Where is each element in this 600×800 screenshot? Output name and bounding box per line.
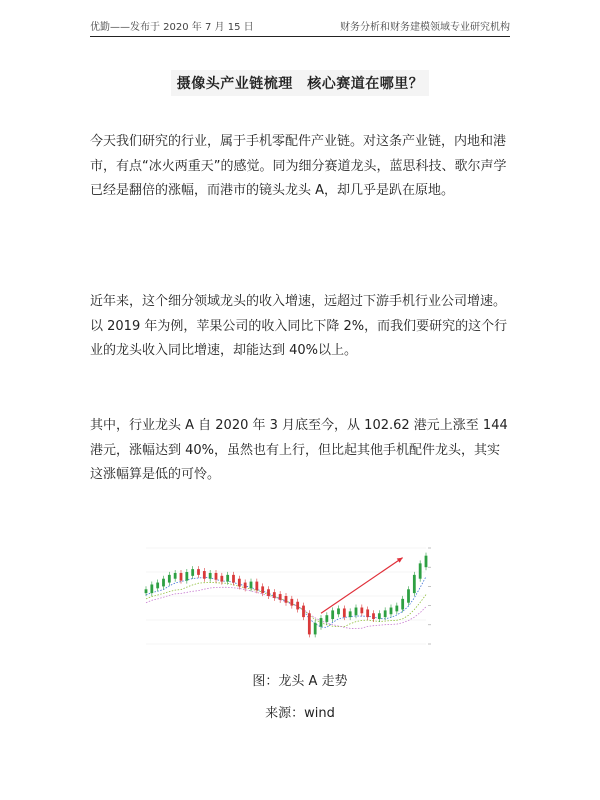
candle-body: [203, 571, 206, 579]
candle-body: [197, 569, 200, 575]
candle-body: [390, 608, 393, 615]
candle-body: [395, 606, 398, 612]
candle-body: [250, 582, 253, 589]
candle-body: [337, 608, 340, 614]
candle-body: [308, 613, 311, 634]
candle-body: [174, 573, 177, 579]
candle-body: [255, 582, 258, 591]
page-header: [90, 18, 510, 34]
candle-body: [314, 623, 317, 635]
candle-body: [407, 589, 410, 602]
candle-body: [366, 609, 369, 617]
article-title-wrap: [0, 70, 600, 96]
candle-body: [325, 615, 328, 622]
candle-body: [185, 572, 188, 581]
header-left-text: 优勤——发布于 2020 年 7 月 15 日: [90, 22, 254, 33]
candle-body: [150, 584, 153, 593]
candle-body: [401, 599, 404, 610]
trend-arrow-head: [397, 558, 403, 563]
candle-body: [372, 613, 375, 619]
header-divider: [90, 36, 510, 37]
article-title: 摄像头产业链梳理 核心赛道在哪里？: [171, 70, 430, 96]
candle-body: [261, 586, 264, 593]
candle-body: [378, 613, 381, 619]
candle-body: [267, 589, 270, 596]
candle-body: [290, 599, 293, 606]
candle-body: [296, 602, 299, 610]
candle-body: [343, 608, 346, 617]
stock-chart: [140, 540, 440, 652]
paragraph-2: 近年来，这个细分领域龙头的收入增速，远超过下游手机行业公司增速。以 2019 年为例，苹果公司的收入同比下降 2%，而我们要研究的这个行业的龙头收入同比增速，却能达到 40%以上。: [90, 294, 508, 358]
candle-body: [320, 618, 323, 627]
candle-body: [145, 589, 148, 593]
stock-chart-figure: [140, 540, 440, 652]
candle-body: [244, 583, 247, 589]
candle-body: [232, 575, 235, 583]
candle-body: [360, 608, 363, 614]
candle-body: [168, 575, 171, 583]
candle-body: [180, 573, 183, 581]
candle-body: [355, 608, 358, 616]
candle-body: [162, 579, 165, 587]
paragraph-1: 今天我们研究的行业，属于手机零配件产业链。对这条产业链，内地和港市，有点“冰火两重天”的感觉。同为细分赛道龙头，蓝思科技、歌尔声学已经是翻倍的涨幅，而港市的镜头龙头 A，却几乎是趴在原地。: [90, 134, 507, 198]
candle-body: [285, 596, 288, 603]
paragraph-3: 其中，行业龙头 A 自 2020 年 3 月底至今，从 102.62 港元上涨至 144 港元，涨幅达到 40%，虽然也有上行，但比起其他手机配件龙头，其实这涨幅算是低的可怜。: [90, 418, 508, 482]
header-right-text: 财务分析和财务建模领域专业研究机构: [340, 22, 510, 33]
candle-body: [238, 579, 241, 587]
candle-body: [331, 610, 334, 619]
candle-body: [209, 573, 212, 579]
candle-body: [279, 594, 282, 600]
candle-body: [413, 575, 416, 593]
figure-source: 来源：wind: [265, 706, 335, 721]
candle-body: [302, 606, 305, 618]
figure-caption: 图：龙头 A 走势: [252, 674, 348, 689]
candle-body: [419, 563, 422, 578]
candle-body: [215, 573, 218, 580]
candle-body: [384, 610, 387, 617]
candle-body: [156, 583, 159, 589]
candle-body: [349, 611, 352, 617]
candle-body: [191, 569, 194, 576]
candle-body: [226, 575, 229, 582]
candle-body: [273, 592, 276, 598]
candle-body: [220, 576, 223, 582]
candle-body: [425, 556, 428, 568]
